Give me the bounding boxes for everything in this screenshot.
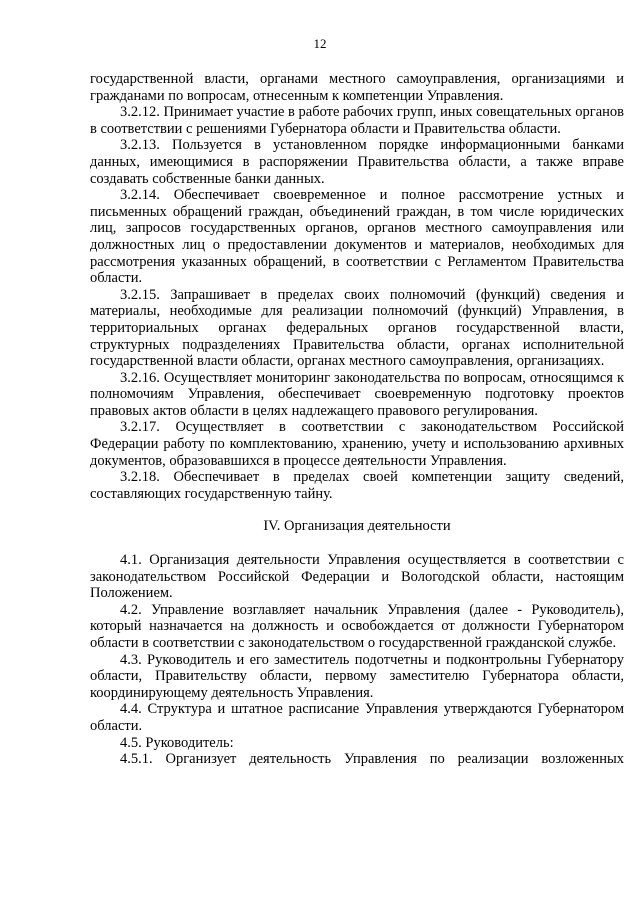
paragraph: 4.3. Руководитель и его заместитель подотчетны и подконтрольны Губернатору области, Правительству области, первому заместителю Губернатора области, координирующему деятельность Управления. [90, 651, 624, 701]
paragraph: 4.4. Структура и штатное расписание Управления утверждаются Губернатором области. [90, 701, 624, 734]
document-body [90, 71, 624, 768]
paragraph: 3.2.16. Осуществляет мониторинг законодательства по вопросам, относящимся к полномочиям Управления, обеспечивает своевременную подготовку проектов правовых актов области в целях надлежащего правового регулирования. [90, 369, 624, 419]
paragraph: 4.1. Организация деятельности Управления осуществляется в соответствии с законодательством Российской Федерации и Вологодской области, настоящим Положением. [90, 552, 624, 602]
page-number: 12 [313, 36, 327, 51]
paragraphs-after-section [90, 552, 624, 768]
paragraph: 3.2.17. Осуществляет в соответствии с законодательством Российской Федерации работу по комплектованию, хранению, учету и использованию архивных документов, образовавшихся в процессе деятельности Управления. [90, 419, 624, 469]
paragraph: 3.2.12. Принимает участие в работе рабочих групп, иных совещательных органов в соответствии с решениями Губернатора области и Правительства области. [90, 104, 624, 137]
paragraph: 3.2.18. Обеспечивает в пределах своей компетенции защиту сведений, составляющих государственную тайну. [90, 469, 624, 502]
paragraph: 3.2.13. Пользуется в установленном порядке информационными банками данных, имеющимися в распоряжении Правительства области, а также вправе создавать собственные банки данных. [90, 137, 624, 187]
paragraph: государственной власти, органами местного самоуправления, организациями и гражданами по вопросам, отнесенным к компетенции Управления. [90, 71, 624, 104]
paragraph: 4.2. Управление возглавляет начальник Управления (далее - Руководитель), который назначается на должность и освобождается от должности Губернатором области в соответствии с законодательством о государственной гражданской службе. [90, 601, 624, 651]
section-heading: IV. Организация деятельности [263, 518, 451, 535]
paragraph: 4.5. Руководитель: [120, 734, 234, 751]
paragraph: 4.5.1. Организует деятельность Управления по реализации возложенных [120, 751, 624, 768]
paragraph: 3.2.14. Обеспечивает своевременное и полное рассмотрение устных и письменных обращений граждан, объединений граждан, в том числе юридических лиц, запросов государственных органов, органов местного самоуправления или должностных лиц о предоставлении документов и материалов, необходимых для рассмотрения указанных обращений, в соответствии с Регламентом Правительства области. [90, 187, 624, 287]
paragraphs-before-section [90, 71, 624, 502]
paragraph: 3.2.15. Запрашивает в пределах своих полномочий (функций) сведения и материалы, необходимые для реализации полномочий (функций) Управления, в территориальных органах федеральных органов государственной власти, структурных подразделениях Правительства области, органах исполнительной государственной власти области, органах местного самоуправления, организациях. [90, 286, 624, 370]
